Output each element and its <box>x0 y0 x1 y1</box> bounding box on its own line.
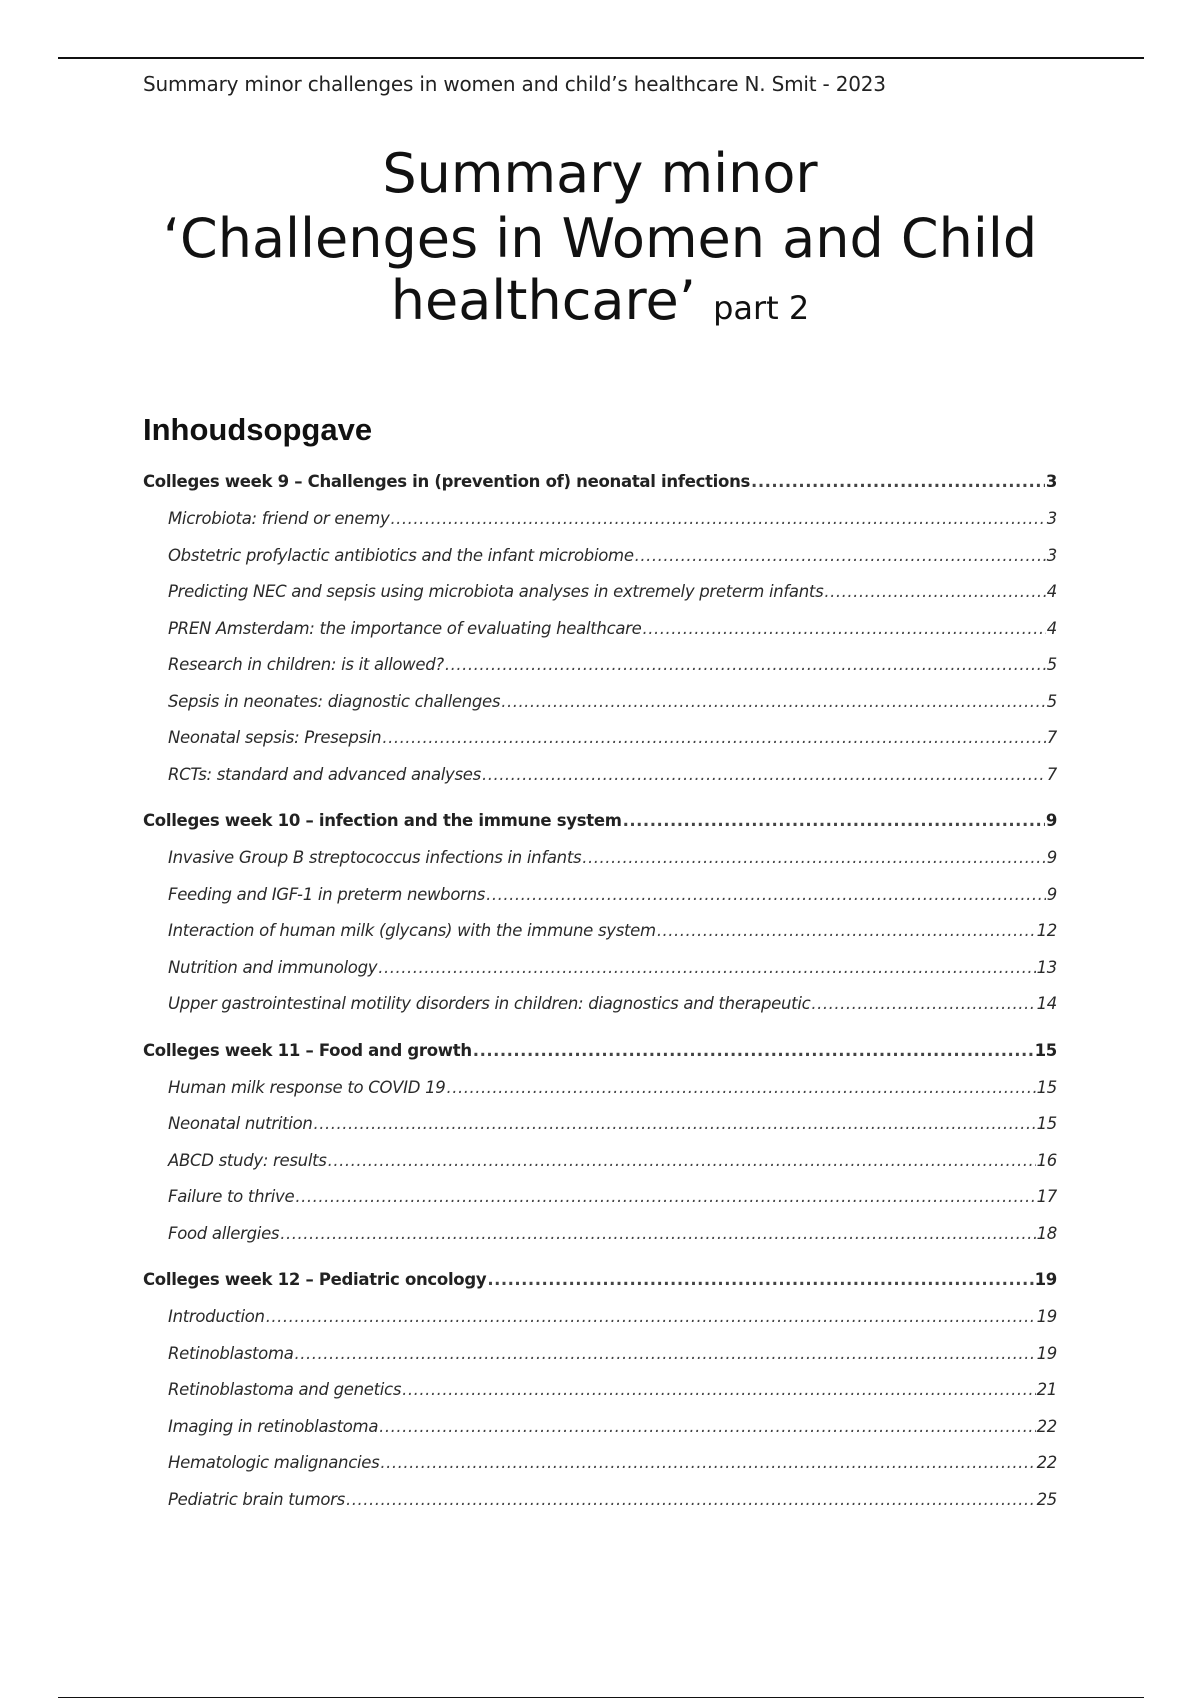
toc-leader <box>445 655 1046 674</box>
toc-leader <box>486 885 1046 904</box>
header-rule <box>58 57 1144 59</box>
toc-entry-item[interactable] <box>143 619 1057 656</box>
toc-entry-title: Interaction of human milk (glycans) with the immune system <box>168 921 656 940</box>
toc-leader <box>657 921 1036 940</box>
title-suffix: part 2 <box>713 289 810 327</box>
toc-entry-page: 17 <box>1036 1187 1057 1206</box>
toc-leader <box>635 546 1046 565</box>
toc-entry-title: Pediatric brain tumors <box>168 1489 345 1509</box>
toc-entry-page: 15 <box>1034 1040 1057 1060</box>
toc-entry-item[interactable] <box>143 509 1057 546</box>
toc-entry-item[interactable] <box>143 1453 1057 1490</box>
toc-leader <box>811 994 1035 1013</box>
toc-entry-item[interactable] <box>143 1078 1057 1115</box>
toc-entry-page: 19 <box>1036 1343 1057 1363</box>
toc-entry-item[interactable] <box>143 1344 1057 1381</box>
toc-entry-item[interactable] <box>143 692 1057 729</box>
toc-entry-page: 25 <box>1036 1489 1057 1509</box>
toc-entry-page: 7 <box>1046 764 1057 784</box>
toc-leader <box>501 692 1046 711</box>
toc-entry-title: Introduction <box>168 1307 265 1326</box>
toc-entry-item[interactable] <box>143 848 1057 885</box>
toc-leader <box>824 582 1045 601</box>
toc-leader <box>473 1041 1034 1060</box>
toc-leader <box>643 619 1046 638</box>
toc-leader <box>378 958 1035 977</box>
toc-entry-page: 15 <box>1036 1114 1057 1133</box>
toc-leader <box>446 1078 1035 1097</box>
toc-entry-title: Predicting NEC and sepsis using microbiota analyses in extremely preterm infants <box>168 582 824 601</box>
title-line-2: ‘Challenges in Women and Child <box>162 207 1038 270</box>
toc-leader <box>379 1417 1035 1436</box>
toc-entry-item[interactable] <box>143 1380 1057 1417</box>
toc-entry-page: 9 <box>1046 848 1057 867</box>
toc-entry-section[interactable] <box>143 811 1057 848</box>
toc-leader <box>280 1224 1035 1243</box>
toc-entry-item[interactable] <box>143 582 1057 619</box>
toc-leader <box>380 1453 1035 1472</box>
toc-leader <box>328 1151 1036 1170</box>
toc-entry-item[interactable] <box>143 1187 1057 1224</box>
toc-entry-item[interactable] <box>143 1224 1057 1261</box>
toc-entry-title: Hematologic malignancies <box>168 1453 380 1472</box>
title-line-3 <box>0 270 1200 339</box>
toc-entry-item[interactable] <box>143 728 1057 765</box>
toc-entry-section[interactable] <box>143 1041 1057 1078</box>
toc-entry-title: Invasive Group B streptococcus infections in infants <box>168 848 582 867</box>
table-of-contents <box>143 472 1057 1536</box>
toc-entry-title: Human milk response to COVID 19 <box>168 1077 446 1097</box>
toc-entry-title: Colleges week 9 – Challenges in (prevention of) neonatal infections <box>143 472 751 491</box>
toc-entry-title: Failure to thrive <box>168 1187 295 1206</box>
toc-leader <box>295 1344 1036 1363</box>
toc-leader <box>751 472 1045 491</box>
toc-leader <box>382 728 1045 747</box>
toc-entry-page: 7 <box>1046 728 1057 747</box>
toc-entry-title: Feeding and IGF-1 in preterm newborns <box>168 884 486 904</box>
toc-entry-page: 3 <box>1046 509 1057 528</box>
toc-heading: Inhoudsopgave <box>143 412 373 447</box>
footer-rule <box>58 1697 1144 1698</box>
toc-entry-page: 3 <box>1045 472 1057 491</box>
toc-leader <box>623 811 1045 830</box>
toc-entry-title: Research in children: is it allowed? <box>168 655 444 674</box>
toc-entry-title: ABCD study: results <box>168 1150 327 1170</box>
running-header: Summary minor challenges in women and child’s healthcare N. Smit - 2023 <box>143 72 886 96</box>
toc-section-week-12 <box>143 1270 1057 1526</box>
toc-entry-item[interactable] <box>143 655 1057 692</box>
toc-entry-item[interactable] <box>143 1307 1057 1344</box>
toc-entry-title: Retinoblastoma and genetics <box>168 1380 402 1399</box>
toc-entry-page: 18 <box>1036 1223 1057 1243</box>
toc-entry-title: Colleges week 11 – Food and growth <box>143 1040 472 1060</box>
toc-section-week-10 <box>143 811 1057 1031</box>
toc-entry-item[interactable] <box>143 994 1057 1031</box>
toc-entry-title: Imaging in retinoblastoma <box>168 1416 379 1436</box>
toc-entry-item[interactable] <box>143 921 1057 958</box>
toc-leader <box>295 1187 1035 1206</box>
toc-leader <box>487 1270 1033 1289</box>
toc-entry-page: 3 <box>1046 545 1057 565</box>
toc-entry-page: 19 <box>1034 1270 1057 1289</box>
toc-leader <box>390 509 1045 528</box>
toc-section-week-9 <box>143 472 1057 801</box>
toc-entry-title: Neonatal nutrition <box>168 1114 313 1133</box>
toc-entry-title: RCTs: standard and advanced analyses <box>168 764 481 784</box>
toc-entry-page: 9 <box>1045 811 1057 830</box>
toc-entry-page: 5 <box>1046 691 1057 711</box>
toc-entry-page: 21 <box>1036 1380 1057 1399</box>
toc-entry-section[interactable] <box>143 1270 1057 1307</box>
toc-entry-item[interactable] <box>143 546 1057 583</box>
toc-entry-title: Neonatal sepsis: Presepsin <box>168 728 382 747</box>
toc-entry-item[interactable] <box>143 765 1057 802</box>
toc-entry-title: Obstetric profylactic antibiotics and the infant microbiome <box>168 545 634 565</box>
title-line-1: Summary minor <box>382 142 818 205</box>
toc-entry-page: 14 <box>1036 994 1057 1013</box>
toc-entry-title: Retinoblastoma <box>168 1343 294 1363</box>
toc-entry-page: 5 <box>1046 655 1057 674</box>
toc-leader <box>314 1114 1036 1133</box>
toc-leader <box>402 1380 1035 1399</box>
toc-entry-title: PREN Amsterdam: the importance of evaluating healthcare <box>168 618 642 638</box>
toc-entry-page: 16 <box>1036 1150 1057 1170</box>
toc-entry-page: 22 <box>1036 1416 1057 1436</box>
toc-entry-page: 22 <box>1036 1453 1057 1472</box>
toc-entry-page: 15 <box>1036 1077 1057 1097</box>
document-title <box>0 140 1200 339</box>
title-line-3-text: healthcare’ <box>390 269 696 332</box>
toc-entry-page: 9 <box>1046 884 1057 904</box>
toc-entry-title: Colleges week 12 – Pediatric oncology <box>143 1270 487 1289</box>
toc-entry-title: Colleges week 10 – infection and the immune system <box>143 811 622 830</box>
toc-entry-item[interactable] <box>143 1151 1057 1188</box>
toc-leader <box>266 1307 1036 1326</box>
toc-entry-item[interactable] <box>143 885 1057 922</box>
toc-entry-title: Food allergies <box>168 1223 280 1243</box>
toc-entry-page: 4 <box>1046 582 1057 601</box>
toc-entry-item[interactable] <box>143 1114 1057 1151</box>
toc-entry-title: Upper gastrointestinal motility disorders in children: diagnostics and therapeutic <box>168 994 811 1013</box>
toc-leader <box>582 848 1046 867</box>
toc-entry-page: 12 <box>1036 921 1057 940</box>
toc-entry-title: Microbiota: friend or enemy <box>168 509 390 528</box>
toc-section-week-11 <box>143 1041 1057 1261</box>
toc-entry-page: 4 <box>1046 618 1057 638</box>
toc-entry-section[interactable] <box>143 472 1057 509</box>
toc-leader <box>482 765 1046 784</box>
toc-entry-title: Nutrition and immunology <box>168 957 378 977</box>
toc-entry-page: 13 <box>1036 957 1057 977</box>
toc-entry-page: 19 <box>1036 1307 1057 1326</box>
toc-entry-item[interactable] <box>143 1417 1057 1454</box>
toc-leader <box>346 1490 1036 1509</box>
toc-entry-item[interactable] <box>143 1490 1057 1527</box>
toc-entry-title: Sepsis in neonates: diagnostic challenges <box>168 691 501 711</box>
toc-entry-item[interactable] <box>143 958 1057 995</box>
